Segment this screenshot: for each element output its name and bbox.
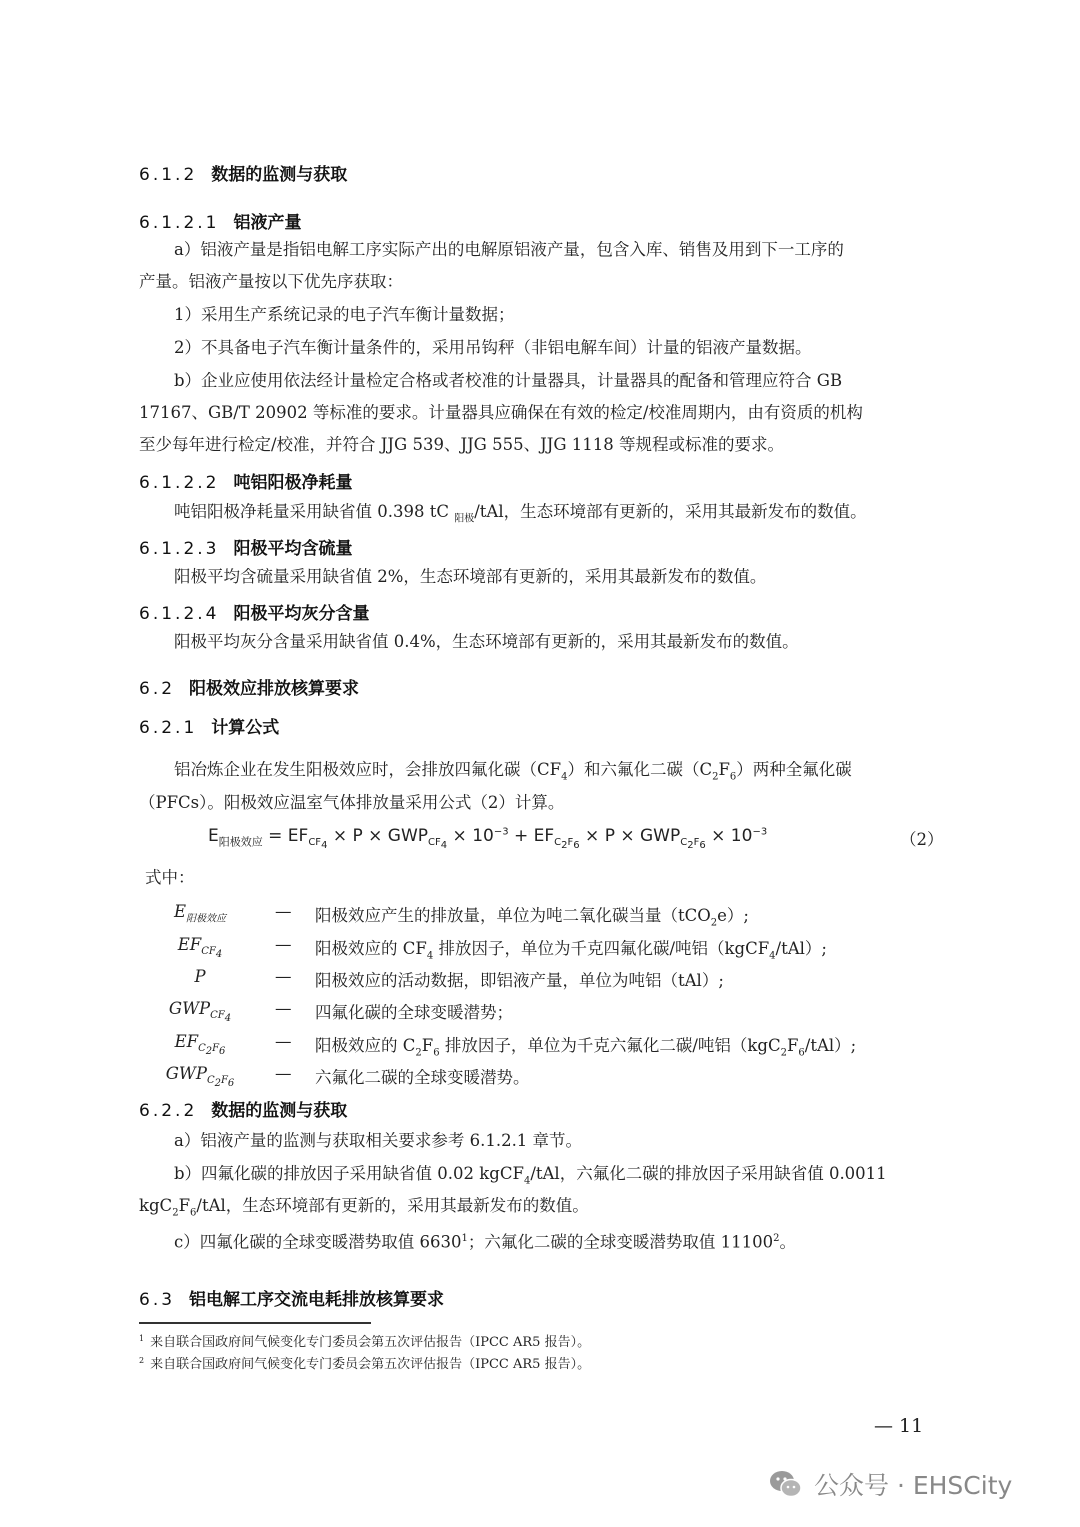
section-number: 6.1.2.2 [139,473,220,493]
paragraph: 吨铝阳极净耗量采用缺省值 0.398 tC $_{阳极}$/tAl，生态环境部有更新的，采用其最新发布的数值。 [174,502,867,525]
dash: — [275,1064,292,1083]
section-title: 铝液产量 [233,213,302,233]
section-heading [139,160,347,185]
footnote-divider [139,1322,371,1324]
paragraph: 铝冶炼企业在发生阳极效应时，会排放四氟化碳$(CF_4)$和六氟化二碳$(C_2F_6)$两种全氟化碳 [174,760,852,783]
section-heading [139,674,359,699]
section-title: 阳极平均含硫量 [233,539,353,559]
section-number: 6.2.1 [139,718,198,738]
section-heading [139,534,352,559]
where-label: 式中： [145,868,195,887]
list-item: 2）不具备电子汽车衡计量条件的，采用吊钩秤（非铝电解车间）计量的铝液产量数据。 [174,338,812,357]
dash: — [275,1032,292,1051]
footnote: $^2$ 来自联合国政府间气候变化专门委员会第五次评估报告（IPCC AR5 报告）。 [139,1355,591,1372]
symbol: P [194,967,206,986]
section-number: 6.3 [139,1290,176,1310]
paragraph: 产量。铝液产量按以下优先序获取： [139,272,403,291]
symbol: $EF_{C_2F_6}$ [174,1032,226,1058]
section-heading [139,468,352,493]
paragraph: $kgC_2F_6$/tAl，生态环境部有更新的，采用其最新发布的数值。 [139,1196,589,1219]
definition: 阳极效应的 $CF_4$ 排放因子，单位为千克四氟化碳/吨铝（kgCF$_4$/tAl）; [315,939,827,962]
section-heading [139,713,279,738]
watermark-text: 公众号 · EHSCity [814,1471,1013,1500]
definition: 阳极效应的活动数据，即铝液产量，单位为吨铝（tAl）; [315,971,724,990]
section-heading [139,208,301,233]
page-number: — 11 [874,1415,924,1437]
section-title: 阳极平均灰分含量 [233,604,370,624]
section-number: 6.2 [139,679,176,699]
wechat-icon [768,1469,804,1499]
definition: 阳极效应产生的排放量，单位为吨二氧化碳当量（tCO$_2$e）; [315,906,749,929]
list-item: 1）采用生产系统记录的电子汽车衡计量数据； [174,305,515,324]
section-heading [139,1285,444,1310]
watermark [768,1466,1012,1502]
section-heading [139,1096,347,1121]
paragraph: a）铝液产量的监测与获取相关要求参考 6.1.2.1 章节。 [174,1131,583,1150]
paragraph: 阳极平均灰分含量采用缺省值 0.4%，生态环境部有更新的，采用其最新发布的数值。 [174,632,799,651]
symbol: $GWP_{CF_4}$ [168,999,232,1025]
definition: 六氟化二碳的全球变暖潜势。 [315,1068,530,1087]
paragraph: b）四氟化碳的排放因子采用缺省值 0.02 kgCF$_4$/tAl，六氟化二碳的排放因子采用缺省值 0.0011 [174,1164,887,1187]
dash: — [275,967,292,986]
section-number: 6.2.2 [139,1101,198,1121]
section-number: 6.1.2.4 [139,604,220,624]
equation: $E_{阳极效应} = EF_{CF_4} \times P \times GWP_{CF_4} \times 10^{-3} + EF_{C_2F_6} \times P \times GWP_{C_2F_6} \times 10^{-3}$ [208,826,768,852]
section-number: 6.1.2 [139,165,198,185]
dash: — [275,902,292,921]
section-title: 吨铝阳极净耗量 [233,473,353,493]
section-heading [139,599,369,624]
section-title: 铝电解工序交流电耗排放核算要求 [189,1290,445,1310]
equation-number: （2） [900,830,944,849]
section-title: 阳极效应排放核算要求 [189,679,360,699]
paragraph: c）四氟化碳的全球变暖潜势取值 6630$^1$；六氟化二碳的全球变暖潜势取值 11100$^2$。 [174,1232,796,1252]
section-number: 6.1.2.1 [139,213,220,233]
paragraph: 阳极平均含硫量采用缺省值 2%，生态环境部有更新的，采用其最新发布的数值。 [174,567,767,586]
paragraph: （PFCs）。阳极效应温室气体排放量采用公式（2）计算。 [139,793,565,812]
section-title: 数据的监测与获取 [211,165,348,185]
paragraph: 17167、GB/T 20902 等标准的要求。计量器具应确保在有效的检定/校准周期内，由有资质的机构 [139,403,863,422]
dash: — [275,935,292,954]
definition: 阳极效应的 $C_2F_6$ 排放因子，单位为千克六氟化二碳/吨铝$(kgC_2F_6/tAl)$; [315,1036,857,1059]
paragraph: b）企业应使用依法经计量检定合格或者校准的计量器具，计量器具的配备和管理应符合 GB [174,371,843,390]
section-number: 6.1.2.3 [139,539,220,559]
section-title: 计算公式 [211,718,280,738]
dash: — [275,999,292,1018]
footnote: $^1$ 来自联合国政府间气候变化专门委员会第五次评估报告（IPCC AR5 报告）。 [139,1333,591,1350]
symbol: $GWP_{C_2F_6}$ [165,1064,235,1090]
paragraph: 至少每年进行检定/校准，并符合 JJG 539、JJG 555、JJG 1118 等规程或标准的要求。 [139,435,784,454]
section-title: 数据的监测与获取 [211,1101,348,1121]
definition: 四氟化碳的全球变暖潜势； [315,1003,513,1022]
symbol: $EF_{CF_4}$ [177,935,223,961]
paragraph: a）铝液产量是指铝电解工序实际产出的电解原铝液产量，包含入库、销售及用到下一工序的 [174,240,844,259]
symbol: $E_{阳极效应}$ [173,902,227,925]
